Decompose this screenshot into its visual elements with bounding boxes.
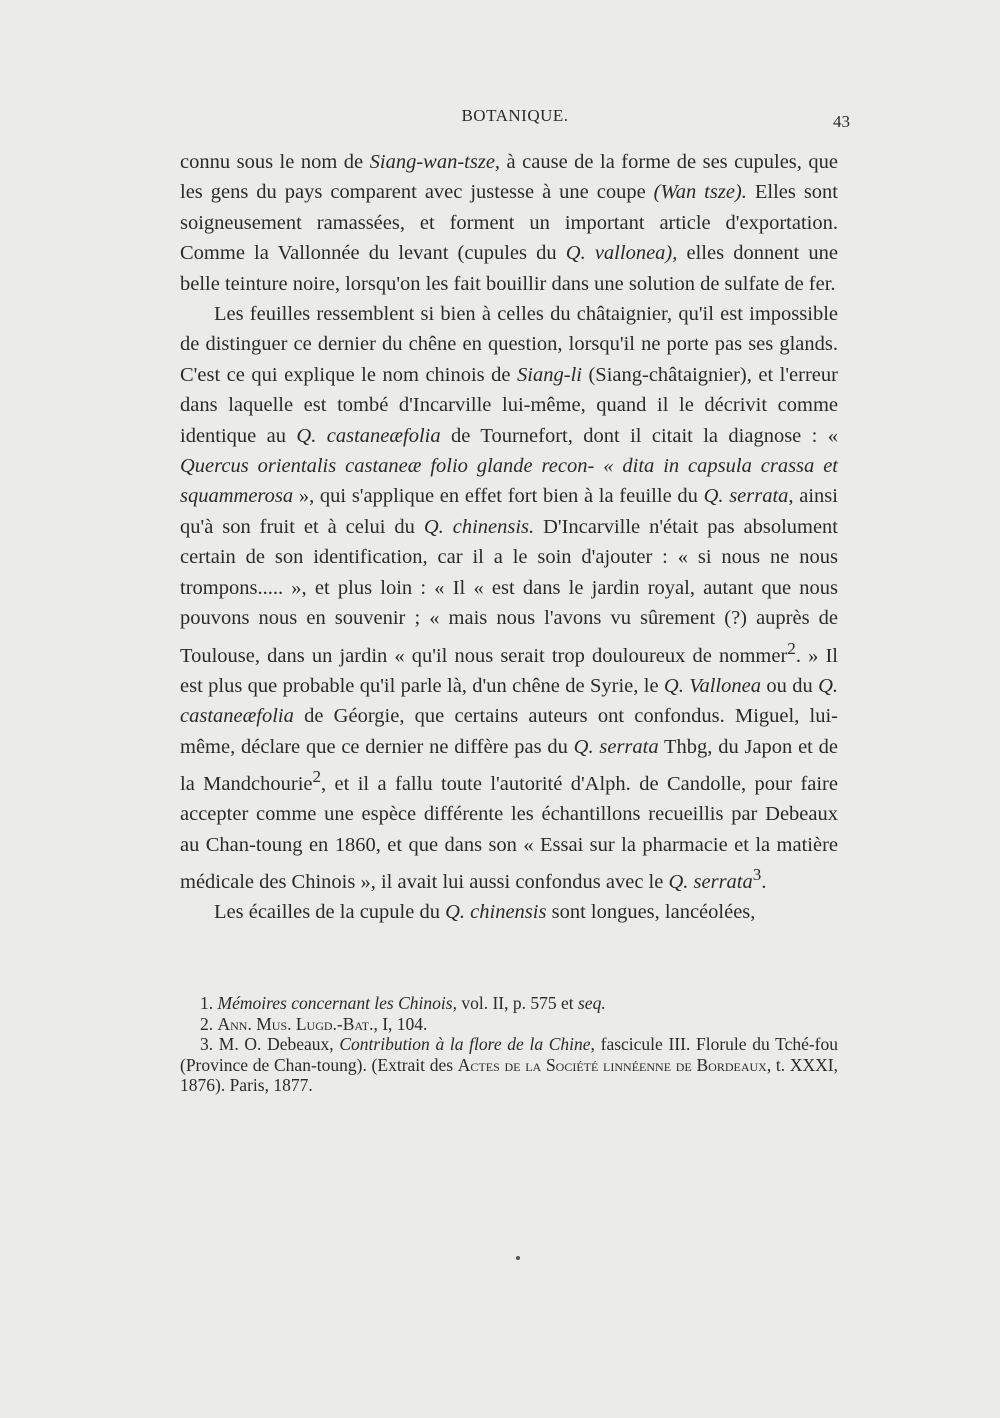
footnotes <box>180 993 838 1096</box>
ink-speck <box>516 1256 520 1260</box>
paragraph-2: Les feuilles ressemblent si bien à celles du châtaignier, qu'il est impossible de distinguer ce dernier du chêne en question, lorsqu'il ne porte pas ses glands. C'est ce qui explique le nom chinois de Siang-li (Siang-châtaignier), et l'erreur dans laquelle est tombé d'Incarville lui-même, quand il le décrivit comme identique au Q. castaneæfolia de Tournefort, dont il citait la diagnose : « Quercus orientalis castaneæ folio glande recon- « dita in capsula crassa et squammerosa », qui s'applique en effet fort bien à la feuille du Q. serrata, ainsi qu'à son fruit et à celui du Q. chinensis. D'Incarville n'était pas absolument certain de son identification, car il a le soin d'ajouter : « si nous ne nous trompons..... », et plus loin : « Il « est dans le jardin royal, autant que nous pouvons nous en souvenir ; « mais nous l'avons vu sûrement (?) auprès de Toulouse, dans un jardin « qu'il nous serait trop douloureux de nommer$^2$. » Il est plus que probable qu'il parle là, d'un chêne de Syrie, le Q. Vallonea ou du Q. castaneæfolia de Géorgie, que certains auteurs ont confondus. Miguel, lui-même, déclare que ce dernier ne diffère pas du Q. serrata Thbg, du Japon et de la Mandchourie$^2$, et il a fallu toute l'autorité d'Alph. de Candolle, pour faire accepter comme une espèce différente les échantillons recueillis par Debeaux au Chan-toung en 1860, et que dans son « Essai sur la pharmacie et la matière médicale des Chinois », il avait lui aussi confondus avec le Q. serrata$^3$. <box>180 303 839 893</box>
footnote-ref: 2 <box>787 638 796 658</box>
footnote-3: 3. M. O. Debeaux, Contribution à la flore de la Chine, fascicule III. Florule du Tché-fou (Province de Chan-toung). (Extrait des Actes de la Société linnéenne de Bordeaux, t. XXXI, 1876). Paris, 1877. <box>180 1034 839 1095</box>
body-text <box>180 147 838 928</box>
page-number: 43 <box>833 112 850 131</box>
page-header <box>180 106 850 134</box>
paragraph-3: Les écailles de la cupule du Q. chinensis sont longues, lancéolées, <box>214 901 756 924</box>
footnote-ref: 3 <box>752 865 762 884</box>
footnote-1: 1. Mémoires concernant les Chinois, vol. II, p. 575 et seq. <box>200 993 606 1013</box>
running-title: BOTANIQUE. <box>461 106 569 125</box>
paragraph-1: connu sous le nom de Siang-wan-tsze, à cause de la forme de ses cupules, que les gens du pays comparent avec justesse à une coupe (Wan tsze). Elles sont soigneusement ramassées, et forment un important article d'exportation. Comme la Vallonnée du levant (cupules du Q. vallonea), elles donnent une belle teinture noire, lorsqu'on les fait bouillir dans une solution de sulfate de fer. <box>180 151 838 295</box>
footnote-ref: 2 <box>312 766 322 786</box>
footnote-2: 2. Ann. Mus. Lugd.-Bat., I, 104. <box>200 1013 428 1034</box>
